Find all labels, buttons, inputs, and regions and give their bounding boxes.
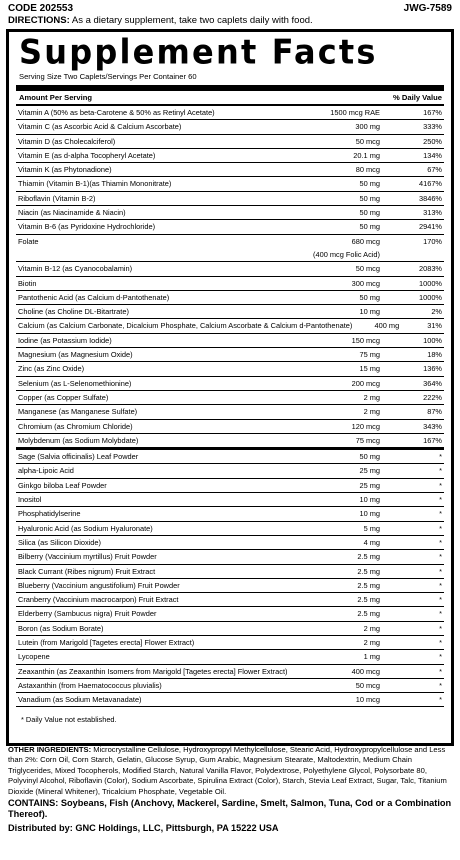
- row-amount: 2 mg: [363, 623, 380, 633]
- row-dv: *: [439, 537, 442, 547]
- row-name: Boron (as Sodium Borate): [18, 623, 104, 633]
- row-name: Vitamin E (as d-alpha Tocopheryl Acetate): [18, 150, 156, 160]
- vitamin-rows: [9, 106, 451, 235]
- row-dv: 18%: [427, 350, 442, 360]
- directions-label: DIRECTIONS:: [8, 15, 70, 26]
- row-amount: 5 mg: [363, 523, 380, 533]
- folate-folic-acid: (400 mcg Folic Acid): [313, 249, 380, 259]
- row-name: Biotin: [18, 278, 37, 288]
- table-row: [16, 536, 444, 550]
- table-row: [16, 479, 444, 493]
- row-amount: 75 mcg: [355, 435, 380, 445]
- row-amount: 120 mcg: [351, 421, 380, 431]
- row-dv: 134%: [423, 150, 442, 160]
- row-dv: *: [439, 652, 442, 662]
- row-amount: 4 mg: [363, 537, 380, 547]
- row-amount: 50 mg: [359, 179, 380, 189]
- table-row: [16, 622, 444, 636]
- row-name: Choline (as Choline DL-Bitartrate): [18, 307, 129, 317]
- supplement-facts-panel: [6, 29, 454, 746]
- row-name: Blueberry (Vaccinium angustifolium) Fruit Powder: [18, 580, 180, 590]
- row-dv: 364%: [423, 378, 442, 388]
- row-dv: *: [439, 452, 442, 462]
- mineral-rows: [9, 262, 451, 450]
- row-dv: *: [439, 523, 442, 533]
- table-row: [16, 693, 444, 707]
- row-amount: 50 mg: [359, 222, 380, 232]
- row-dv: 313%: [423, 208, 442, 218]
- table-row: [16, 334, 444, 348]
- row-dv: 167%: [423, 108, 442, 117]
- row-dv: *: [439, 666, 442, 676]
- row-name: Zinc (as Zinc Oxide): [18, 364, 85, 374]
- product-code: CODE 202553: [8, 3, 74, 14]
- row-dv: *: [439, 552, 442, 562]
- row-amount: 200 mcg: [351, 378, 380, 388]
- row-amount: 10 mg: [359, 307, 380, 317]
- table-row: [16, 464, 444, 478]
- row-dv: *: [439, 695, 442, 705]
- row-amount: 2.5 mg: [357, 566, 380, 576]
- row-name: Riboflavin (Vitamin B-2): [18, 193, 96, 203]
- row-dv: 250%: [423, 136, 442, 146]
- other-ingredients: [8, 745, 454, 797]
- row-name: Bilberry (Vaccinium myrtillus) Fruit Powder: [18, 552, 157, 562]
- other-ingredients-label: OTHER INGREDIENTS:: [8, 745, 92, 754]
- row-dv: *: [439, 509, 442, 519]
- table-row: [16, 305, 444, 319]
- table-row-folate: [16, 235, 444, 263]
- row-name: Folate: [18, 236, 39, 246]
- row-dv: 67%: [427, 165, 442, 175]
- row-amount: 2.5 mg: [357, 609, 380, 619]
- row-name: Selenium (as L-Selenomethionine): [18, 378, 132, 388]
- row-amount: 50 mcg: [355, 136, 380, 146]
- row-dv: 2%: [431, 307, 442, 317]
- row-amount: 50 mcg: [355, 680, 380, 690]
- row-dv: 343%: [423, 421, 442, 431]
- row-name: Hyaluronic Acid (as Sodium Hyaluronate): [18, 523, 153, 533]
- row-name: Lycopene: [18, 652, 50, 662]
- ingredients-section: [8, 745, 454, 833]
- table-row: [16, 420, 444, 434]
- allergen-statement: CONTAINS: Soybeans, Fish (Anchovy, Mackerel, Sardine, Smelt, Salmon, Tuna, Cod or a Combination Thereof).: [8, 798, 452, 820]
- row-amount: 25 mg: [359, 480, 380, 490]
- row-dv: 2083%: [418, 264, 442, 274]
- row-dv: 1000%: [418, 278, 442, 288]
- row-amount: 80 mcg: [355, 165, 380, 175]
- table-row: [16, 493, 444, 507]
- table-row: [16, 665, 444, 679]
- table-row: [16, 348, 444, 362]
- row-amount: 50 mg: [359, 193, 380, 203]
- row-dv: *: [439, 480, 442, 490]
- row-name: Manganese (as Manganese Sulfate): [18, 407, 138, 417]
- row-dv: 167%: [423, 435, 442, 445]
- row-amount: 50 mg: [359, 208, 380, 218]
- row-amount: 2 mg: [363, 407, 380, 417]
- footnote: * Daily Value not established.: [21, 715, 117, 725]
- table-row: [16, 262, 444, 276]
- row-dv: *: [439, 495, 442, 505]
- row-name: Zeaxanthin (as Zeaxanthin Isomers from Marigold [Tagetes erecta] Flower Extract): [18, 666, 288, 676]
- row-dv: *: [439, 566, 442, 576]
- header-amount: Amount Per Serving: [19, 93, 92, 102]
- row-amount: 75 mg: [359, 350, 380, 360]
- top-codes: [0, 0, 460, 14]
- row-amount: 10 mg: [359, 495, 380, 505]
- row-amount: 25 mg: [359, 466, 380, 476]
- row-amount: 10 mcg: [355, 695, 380, 705]
- row-amount: 10 mg: [359, 509, 380, 519]
- job-code: JWG-7589: [403, 3, 452, 14]
- row-name: Vitamin A (50% as beta-Carotene & 50% as Retinyl Acetate): [18, 108, 215, 117]
- table-row: [16, 650, 444, 664]
- row-name: Vitamin B-6 (as Pyridoxine Hydrochloride): [18, 222, 156, 232]
- table-row: [16, 434, 444, 450]
- row-name: Vitamin B-12 (as Cyanocobalamin): [18, 264, 133, 274]
- table-row: [16, 220, 444, 234]
- row-amount: 2.5 mg: [357, 595, 380, 605]
- row-name: Elderberry (Sambucus nigra) Fruit Powder: [18, 609, 157, 619]
- row-amount: 300 mg: [355, 122, 380, 132]
- table-row: [16, 636, 444, 650]
- table-row: [16, 177, 444, 191]
- table-row: [16, 277, 444, 291]
- row-dv: 222%: [423, 392, 442, 402]
- row-dv: 87%: [427, 407, 442, 417]
- row-name: Magnesium (as Magnesium Oxide): [18, 350, 133, 360]
- row-name: Vitamin C (as Ascorbic Acid & Calcium Ascorbate): [18, 122, 182, 132]
- table-row: [16, 120, 444, 134]
- row-name: alpha-Lipoic Acid: [18, 466, 74, 476]
- row-dv: 4167%: [418, 179, 442, 189]
- row-dv: 100%: [423, 335, 442, 345]
- row-name: Black Currant (Ribes nigrum) Fruit Extract: [18, 566, 156, 576]
- row-amount: 2.5 mg: [357, 552, 380, 562]
- row-dv: *: [439, 466, 442, 476]
- row-name: Niacin (as Niacinamide & Niacin): [18, 208, 126, 218]
- row-name: Cranberry (Vaccinium macrocarpon) Fruit Extract: [18, 595, 179, 605]
- table-row: [16, 679, 444, 693]
- row-name: Ginkgo biloba Leaf Powder: [18, 480, 107, 490]
- table-row: [16, 192, 444, 206]
- row-name: Astaxanthin (from Haematococcus pluvialis): [18, 680, 162, 690]
- row-name: Phosphatidylserine: [18, 509, 81, 519]
- table-row: [16, 362, 444, 376]
- row-name: Vanadium (as Sodium Metavanadate): [18, 695, 142, 705]
- table-row: [16, 565, 444, 579]
- serving-size: Serving Size Two Caplets/Servings Per Container 60: [19, 72, 197, 81]
- row-dv: *: [439, 595, 442, 605]
- table-row: [16, 550, 444, 564]
- table-row: [16, 319, 444, 333]
- row-name: Vitamin K (as Phytonadione): [18, 165, 112, 175]
- row-dv: *: [439, 680, 442, 690]
- row-name: Calcium (as Calcium Carbonate, Dicalcium Phosphate, Calcium Ascorbate & Calcium d-Pantothenate): [18, 321, 353, 331]
- table-row: [16, 607, 444, 621]
- row-name: Molybdenum (as Sodium Molybdate): [18, 435, 139, 445]
- table-row: [16, 522, 444, 536]
- row-amount: [310, 235, 380, 261]
- row-amount: 1 mg: [363, 652, 380, 662]
- row-name: Lutein (from Marigold [Tagetes erecta] Flower Extract): [18, 637, 195, 647]
- table-row: [16, 507, 444, 521]
- table-row: [16, 106, 444, 120]
- distributor: Distributed by: GNC Holdings, LLC, Pittsburgh, PA 15222 USA: [8, 823, 279, 834]
- row-amount: 2 mg: [363, 637, 380, 647]
- table-row: [16, 291, 444, 305]
- panel-title: Supplement Facts: [19, 32, 378, 72]
- table-row: [16, 579, 444, 593]
- row-name: Vitamin D (as Cholecalciferol): [18, 136, 116, 146]
- row-name: Inositol: [18, 495, 42, 505]
- table-row: [16, 206, 444, 220]
- row-dv: 2941%: [418, 222, 442, 232]
- thick-rule: [16, 85, 444, 91]
- row-dv: 170%: [423, 236, 442, 246]
- table-row: [16, 135, 444, 149]
- row-amount: 50 mg: [359, 452, 380, 462]
- row-dv: *: [439, 637, 442, 647]
- row-amount: 1500 mcg RAE: [330, 108, 380, 117]
- row-amount: 15 mg: [359, 364, 380, 374]
- row-dv: *: [439, 623, 442, 633]
- table-row: [16, 593, 444, 607]
- row-name: Pantothenic Acid (as Calcium d-Pantothenate): [18, 292, 170, 302]
- row-dv: 1000%: [418, 292, 442, 302]
- row-amount: 300 mcg: [351, 278, 380, 288]
- table-row: [16, 391, 444, 405]
- row-name: Copper (as Copper Sulfate): [18, 392, 109, 402]
- row-dv: 3846%: [418, 193, 442, 203]
- row-amount: 2.5 mg: [357, 580, 380, 590]
- table-row: [16, 450, 444, 464]
- other-rows: [9, 450, 451, 707]
- row-name: Chromium (as Chromium Chloride): [18, 421, 133, 431]
- row-amount: 50 mcg: [355, 264, 380, 274]
- other-ingredients-text: Microcrystalline Cellulose, Hydroxypropyl Methylcellulose, Stearic Acid, Hydroxypropylcellulose and Less than 2%: Corn Oil, Corn Starch, Gelatin, Glucose Syrup, Gum Arabic, Magnesium Stearate, Maltodextrin, Medium Chain Triglycerides, Mixed Tocopherols, Modified Starch, Natural Vanilla Flavor, Polydextrose, Polyethylene Glycol, Polysorbate 80, Polyvinyl Alcohol, Riboflavin (Color), Sodium Ascorbate, Spirulina Extract (Color), Starch, Stevia Leaf Extract, Sugar, Talc, Titanium Dioxide (Mineral Whitener), Tricalcium Phosphate, Vegetable Oil.: [8, 745, 447, 796]
- row-name: Silica (as Silicon Dioxide): [18, 537, 101, 547]
- row-dv: 31%: [427, 321, 442, 331]
- folate-amount: 680 mcg: [351, 236, 380, 246]
- row-name: Thiamin (Vitamin B-1)(as Thiamin Mononitrate): [18, 179, 172, 189]
- row-amount: 50 mg: [359, 292, 380, 302]
- row-amount: 400 mcg: [351, 666, 380, 676]
- row-name: Sage (Salvia officinalis) Leaf Powder: [18, 452, 139, 462]
- row-amount: 20.1 mg: [353, 150, 380, 160]
- directions: [0, 14, 460, 26]
- row-name: Iodine (as Potassium Iodide): [18, 335, 112, 345]
- row-dv: 333%: [423, 122, 442, 132]
- row-amount: 400 mg: [374, 321, 400, 331]
- row-dv: *: [439, 609, 442, 619]
- table-row: [16, 163, 444, 177]
- table-row: [16, 405, 444, 419]
- row-dv: *: [439, 580, 442, 590]
- row-amount: 150 mcg: [351, 335, 380, 345]
- row-dv: 136%: [423, 364, 442, 374]
- table-row: [16, 377, 444, 391]
- table-header: [19, 93, 442, 102]
- table-row: [16, 149, 444, 163]
- directions-text: As a dietary supplement, take two caplets daily with food.: [71, 15, 313, 26]
- row-amount: 2 mg: [363, 392, 380, 402]
- header-daily-value: % Daily Value: [393, 93, 442, 102]
